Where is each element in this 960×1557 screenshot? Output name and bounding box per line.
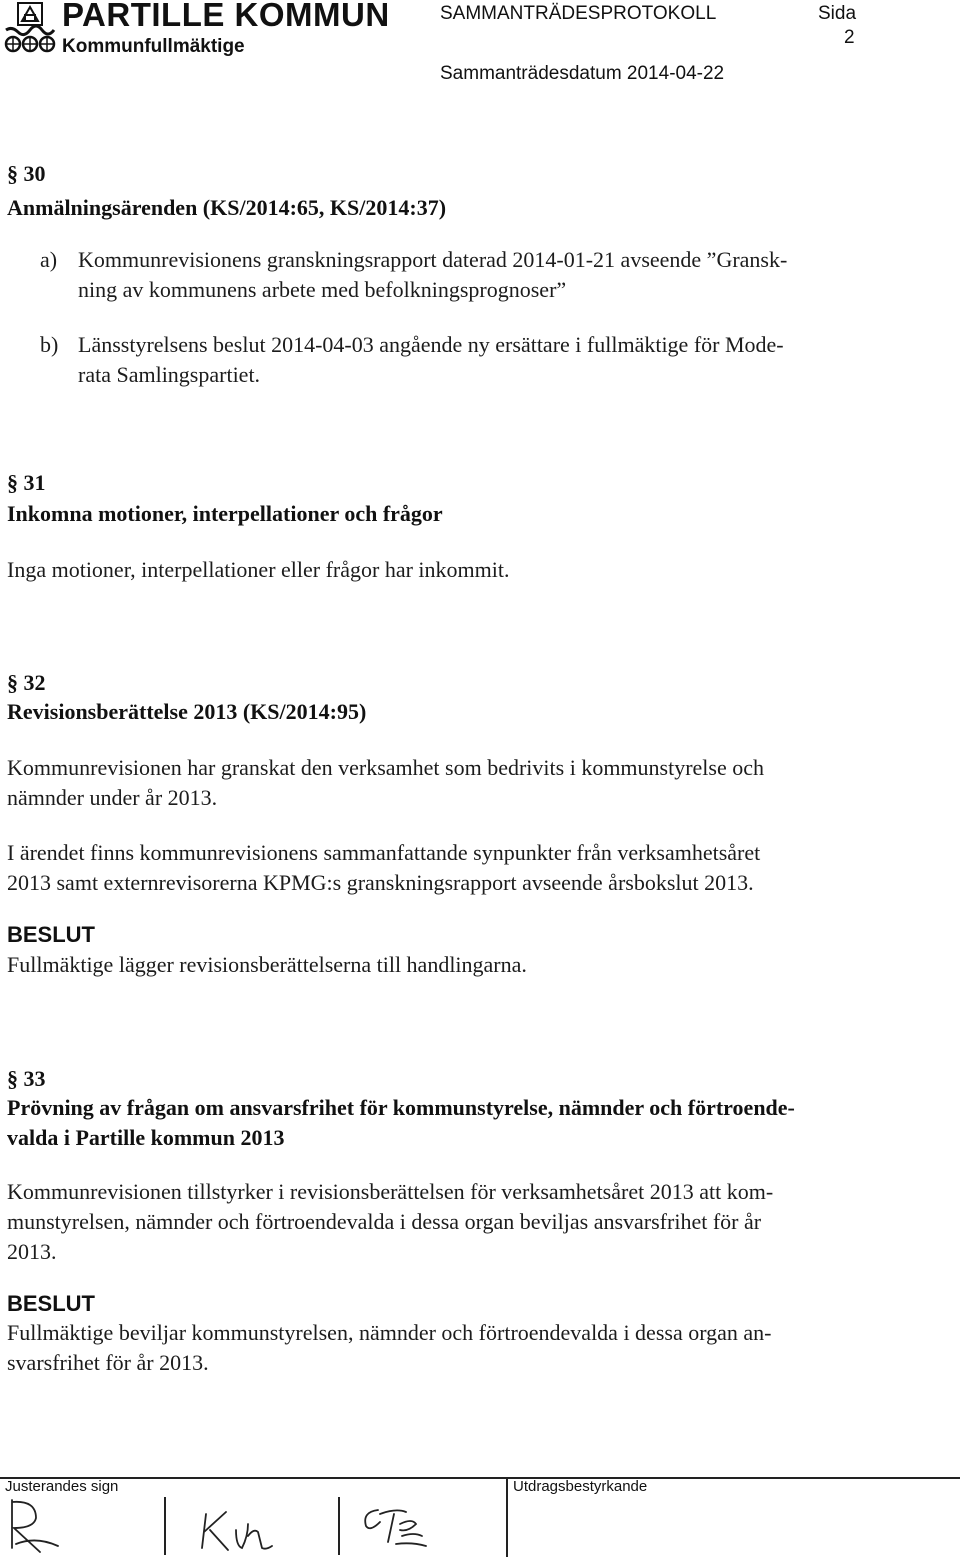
section-33-paragraph: [7, 1177, 907, 1267]
handwritten-signature-initials: [196, 1496, 286, 1556]
section-32-paragraph-1: [7, 753, 907, 813]
list-item: [40, 330, 860, 390]
paragraph-line: svarsfrihet för år 2013.: [7, 1350, 209, 1375]
paragraph-line: nämnder under år 2013.: [7, 785, 218, 810]
section-32-decision-text: Fullmäktige lägger revisionsberättelserna till handlingarna.: [7, 952, 527, 977]
section-32-decision-label: BESLUT: [7, 922, 95, 947]
handwritten-signature-initials: [356, 1496, 436, 1556]
list-item-line: Kommunrevisionens granskningsrapport daterad 2014-01-21 avseende ”Gransk-: [78, 247, 788, 272]
section-32-title: Revisionsberättelse 2013 (KS/2014:95): [7, 699, 367, 724]
list-item-line: Länsstyrelsens beslut 2014-04-03 angående ny ersättare i fullmäktige för Mode-: [78, 332, 784, 357]
paragraph-line: Kommunrevisionen tillstyrker i revisionsberättelsen för verksamhetsåret 2013 att kom-: [7, 1179, 774, 1204]
signature-divider: [164, 1497, 166, 1555]
paragraph-line: munstyrelsen, nämnder och förtroendevalda i dessa organ beviljas ansvarsfrihet för år: [7, 1209, 762, 1234]
section-33-title: [7, 1093, 907, 1153]
paragraph-line: Kommunrevisionen har granskat den verksamhet som bedrivits i kommunstyrelse och: [7, 755, 765, 780]
footer-divider: [0, 1477, 960, 1479]
organization-name: PARTILLE KOMMUN: [62, 0, 390, 33]
page-number: 2: [844, 27, 855, 48]
paragraph-line: Fullmäktige beviljar kommunstyrelsen, nämnder och förtroendevalda i dessa organ an-: [7, 1320, 772, 1345]
paragraph-line: 2013 samt externrevisorerna KPMG:s granskningsrapport avseende årsbokslut 2013.: [7, 870, 754, 895]
section-33-decision-label: BESLUT: [7, 1291, 95, 1316]
paragraph-line: 2013.: [7, 1239, 57, 1264]
page-label: Sida: [818, 3, 857, 24]
paragraph-line: I ärendet finns kommunrevisionens sammanfattande synpunkter från verksamhetsåret: [7, 840, 761, 865]
list-marker: b): [40, 332, 59, 357]
meeting-date: Sammanträdesdatum 2014-04-22: [440, 63, 725, 84]
section-33-decision-text: [7, 1318, 907, 1378]
list-item: [40, 245, 860, 305]
municipal-coat-of-arms-logo: [4, 2, 56, 56]
organization-body: Kommunfullmäktige: [62, 36, 245, 57]
document-type: SAMMANTRÄDESPROTOKOLL: [440, 3, 717, 24]
signature-divider: [338, 1497, 340, 1555]
section-31-title: Inkomna motioner, interpellationer och frågor: [7, 501, 443, 526]
section-31-number: § 31: [7, 470, 46, 495]
justerandes-sign-label: Justerandes sign: [5, 1478, 119, 1495]
section-30-title: Anmälningsärenden (KS/2014:65, KS/2014:37): [7, 195, 447, 220]
utdragsbestyrkande-label: Utdragsbestyrkande: [513, 1478, 648, 1495]
section-32-number: § 32: [7, 670, 46, 695]
title-line: valda i Partille kommun 2013: [7, 1125, 285, 1150]
signature-divider: [506, 1478, 508, 1557]
section-30-number: § 30: [7, 161, 46, 186]
handwritten-signature-initials: [6, 1496, 66, 1556]
section-32-paragraph-2: [7, 838, 907, 898]
list-item-line: rata Samlingspartiet.: [78, 362, 261, 387]
list-item-line: ning av kommunens arbete med befolkningsprognoser”: [78, 277, 567, 302]
section-31-text: Inga motioner, interpellationer eller frågor har inkommit.: [7, 557, 510, 582]
list-marker: a): [40, 247, 58, 272]
section-33-number: § 33: [7, 1066, 46, 1091]
title-line: Prövning av frågan om ansvarsfrihet för kommunstyrelse, nämnder och förtroende-: [7, 1095, 795, 1120]
